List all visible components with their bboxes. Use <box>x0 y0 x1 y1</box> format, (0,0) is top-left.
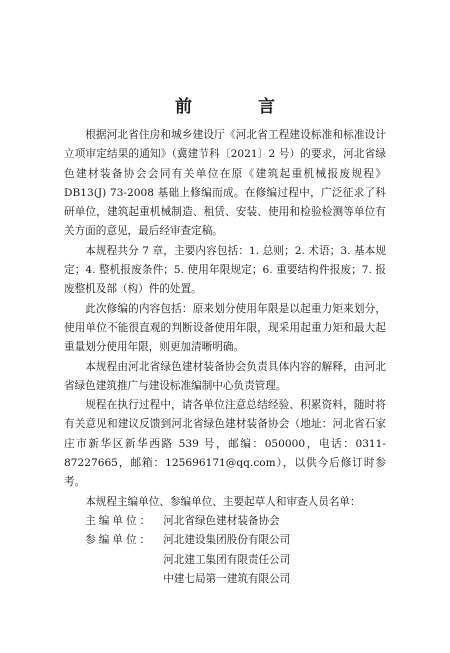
preface-body <box>64 126 386 589</box>
paragraph-contents: 本规程共分 7 章，主要内容包括：1. 总则；2. 术语；3. 基本规定；4. 整机报废条件；5. 使用年限规定；6. 重要结构件报废；7. 报废整机及部（构）件的处置。 <box>64 244 386 296</box>
paragraph-interpretation: 本规程由河北省绿色建材装备协会负责具体内容的解释，由河北省绿色建筑推广与建设标准编制中心负责管理。 <box>64 360 386 392</box>
participant-unit-row <box>64 570 386 589</box>
chief-unit-row <box>64 512 386 531</box>
participant-unit-row <box>64 551 386 570</box>
paragraph-basis: 根据河北省住房和城乡建设厅《河北省工程建设标准和标准设计立项审定结果的通知》（冀建节科〔2021〕2 号）的要求，河北省绿色建材装备协会会同有关单位在原《建筑起重机械报废规程》DB13(J) 73-2008 基础上修编而成。在修编过程中，广泛征求了科研单位，建筑起重机械制造、租赁、安装、使用和检验检测等单位有关方面的意见，最后经审查定稿。 <box>64 129 386 238</box>
participant-unit-row <box>64 531 386 550</box>
paragraph-feedback: 规程在执行过程中，请各单位注意总结经验、积累资料，随时将有关意见和建议反馈到河北省绿色建材装备协会（地址：河北省石家庄市新华区新华西路 539 号，邮编：050000，电话：0311-87227665，邮箱：125696171@qq.com），以供今后修订时参考。 <box>64 399 386 489</box>
paragraph-list-intro: 本规程主编单位、参编单位、主要起草人和审查人员名单： <box>85 495 361 508</box>
page-title: 前 言 <box>175 97 305 117</box>
participant-unit-name: 河北建设集团股份有限公司 <box>163 534 291 547</box>
participant-unit-name: 中建七局第一建筑有限公司 <box>163 572 291 585</box>
participant-unit-label: 参编单位： <box>85 534 154 547</box>
paragraph-revision: 此次修编的内容包括：原来划分使用年限是以起重力矩来划分，使用单位不能很直观的判断设备使用年限，现采用起重力矩和最大起重量划分使用年限，则更加清晰明确。 <box>64 302 386 354</box>
participant-unit-name: 河北建工集团有限责任公司 <box>163 553 291 566</box>
chief-unit-name: 河北省绿色建材装备协会 <box>163 514 280 527</box>
chief-unit-label: 主编单位： <box>85 514 154 527</box>
